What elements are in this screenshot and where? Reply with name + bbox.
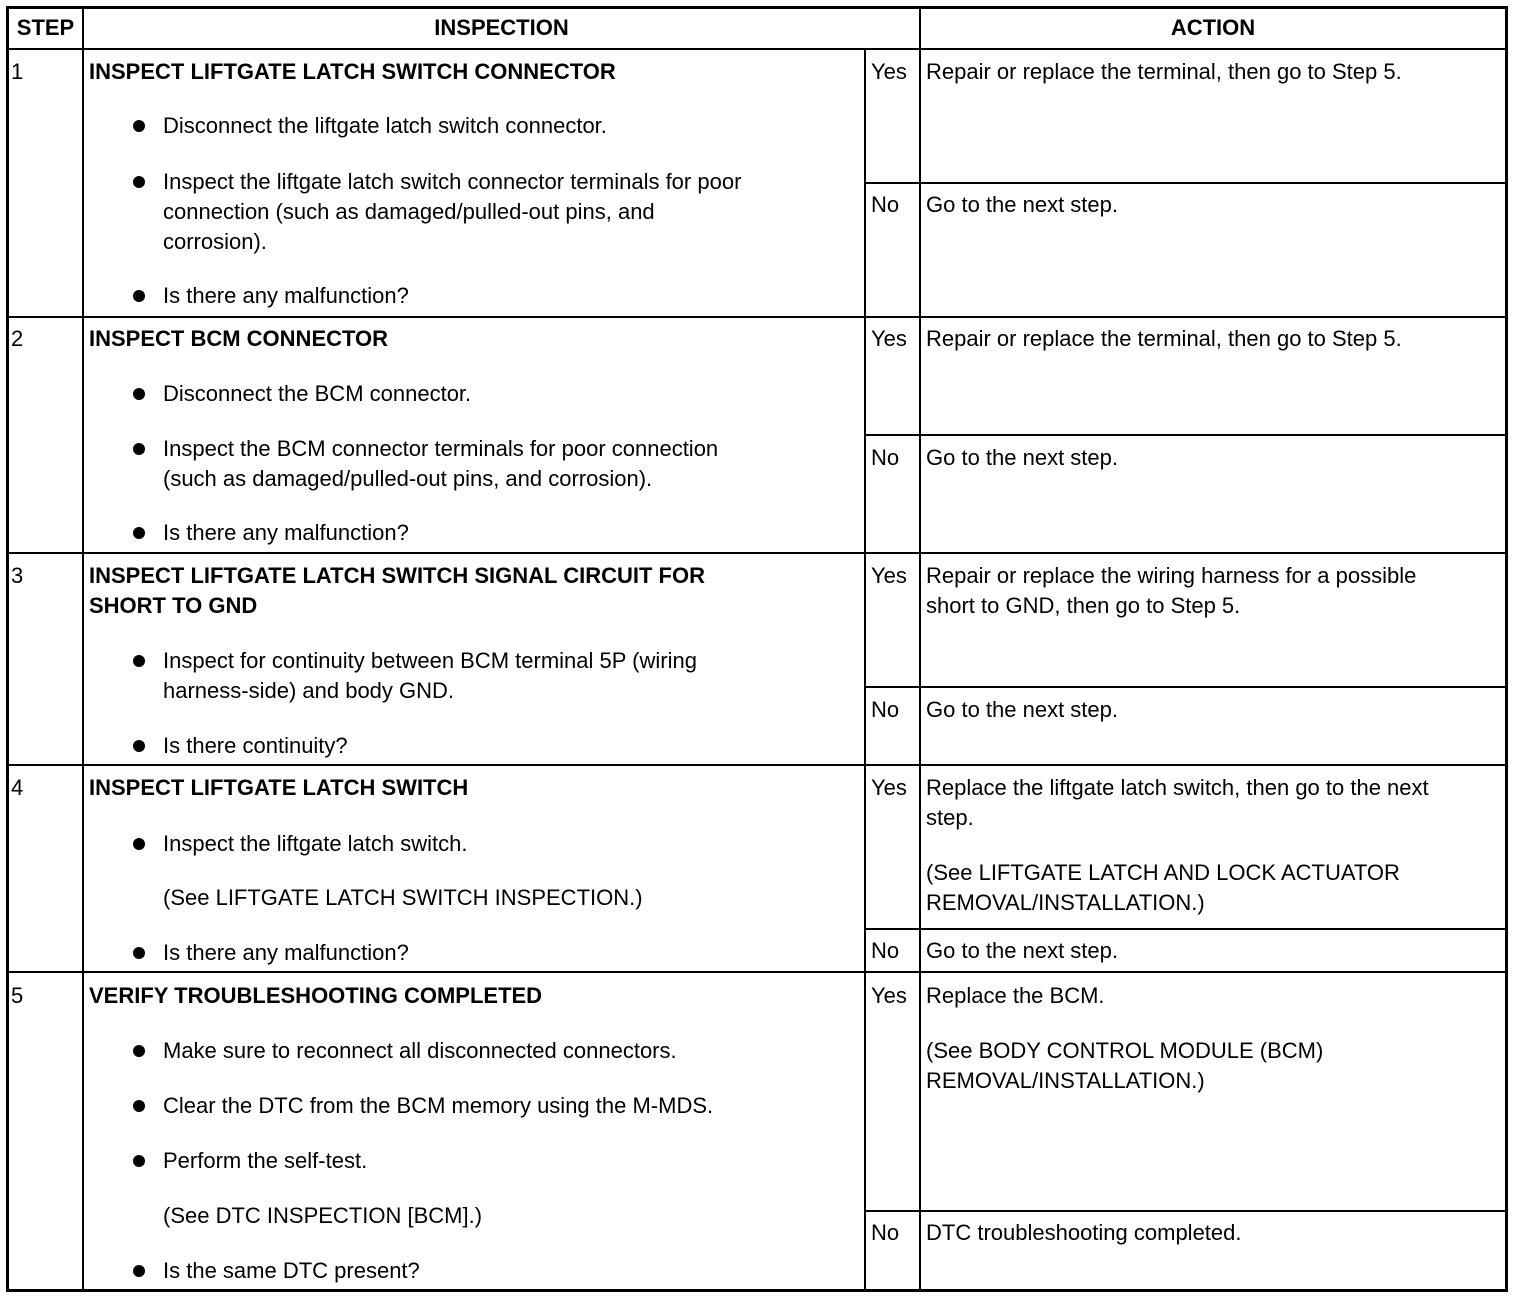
yes-no-divider	[865, 1210, 1508, 1212]
inspection-item: connection (such as damaged/pulled-out pins, and	[163, 199, 655, 224]
no-action: DTC troubleshooting completed.	[926, 1220, 1242, 1245]
inspection-item: Inspect the liftgate latch switch.	[163, 831, 468, 856]
inspection-item: Inspect for continuity between BCM terminal 5P (wiring	[163, 648, 697, 673]
row-divider	[6, 764, 1508, 766]
bullet-icon	[133, 290, 145, 302]
bullet-icon	[133, 176, 145, 188]
step-title: INSPECT LIFTGATE LATCH SWITCH SIGNAL CIRCUIT FOR	[89, 563, 705, 588]
yes-no-divider	[865, 182, 1508, 184]
no-label: No	[871, 938, 900, 963]
bullet-icon	[133, 1100, 145, 1112]
step-title: INSPECT BCM CONNECTOR	[89, 326, 389, 351]
no-action: Go to the next step.	[926, 938, 1119, 963]
inspection-action-rule	[919, 6, 921, 1292]
inspection-item: Disconnect the liftgate latch switch connector.	[163, 113, 607, 138]
inspection-item: Inspect the BCM connector terminals for poor connection	[163, 436, 719, 461]
inspection-item: Is the same DTC present?	[163, 1258, 420, 1283]
bullet-icon	[133, 838, 145, 850]
no-action: Go to the next step.	[926, 192, 1119, 217]
inspection-item: corrosion).	[163, 229, 267, 254]
yes-label: Yes	[871, 983, 907, 1008]
bullet-icon	[133, 443, 145, 455]
step-number: 3	[11, 563, 24, 588]
step-title: VERIFY TROUBLESHOOTING COMPLETED	[89, 983, 543, 1008]
bullet-icon	[133, 1155, 145, 1167]
bullet-icon	[133, 1265, 145, 1277]
no-action: Go to the next step.	[926, 697, 1119, 722]
step-number: 4	[11, 775, 24, 800]
step-number: 1	[11, 59, 24, 84]
yes-no-divider	[865, 928, 1508, 930]
no-label: No	[871, 445, 900, 470]
yes-action: Repair or replace the terminal, then go to Step 5.	[926, 326, 1402, 351]
inspection-item: Make sure to reconnect all disconnected connectors.	[163, 1038, 677, 1063]
header-rule	[6, 48, 1508, 50]
yes-action: Replace the BCM.	[926, 983, 1105, 1008]
yes-action: (See BODY CONTROL MODULE (BCM)	[926, 1038, 1324, 1063]
no-label: No	[871, 1220, 900, 1245]
inspection-item: (See DTC INSPECTION [BCM].)	[163, 1203, 483, 1228]
inspection-item: Is there any malfunction?	[163, 520, 409, 545]
row-divider	[6, 316, 1508, 318]
yes-action: short to GND, then go to Step 5.	[926, 593, 1241, 618]
step-title: INSPECT LIFTGATE LATCH SWITCH	[89, 775, 469, 800]
step-title: INSPECT LIFTGATE LATCH SWITCH CONNECTOR	[89, 59, 616, 84]
yes-action: Repair or replace the wiring harness for a possible	[926, 563, 1417, 588]
bullet-icon	[133, 740, 145, 752]
inspection-item: Is there any malfunction?	[163, 283, 409, 308]
yesno-column-rule	[864, 48, 866, 1292]
no-label: No	[871, 697, 900, 722]
bullet-icon	[133, 655, 145, 667]
header-action: ACTION	[1170, 15, 1256, 40]
yes-no-divider	[865, 434, 1508, 436]
inspection-item: Is there continuity?	[163, 733, 348, 758]
yes-action: REMOVAL/INSTALLATION.)	[926, 890, 1205, 915]
row-divider	[6, 971, 1508, 973]
bullet-icon	[133, 388, 145, 400]
bullet-icon	[133, 527, 145, 539]
yes-no-divider	[865, 686, 1508, 688]
inspection-item: Inspect the liftgate latch switch connector terminals for poor	[163, 169, 742, 194]
yes-action: REMOVAL/INSTALLATION.)	[926, 1068, 1205, 1093]
yes-label: Yes	[871, 59, 907, 84]
bullet-icon	[133, 120, 145, 132]
step-number: 5	[11, 983, 24, 1008]
inspection-item: Perform the self-test.	[163, 1148, 368, 1173]
inspection-item: Clear the DTC from the BCM memory using the M-MDS.	[163, 1093, 714, 1118]
yes-action: step.	[926, 805, 974, 830]
header-inspection: INSPECTION	[434, 15, 569, 40]
step-column-rule	[82, 6, 84, 1292]
inspection-item: Is there any malfunction?	[163, 940, 409, 965]
inspection-item: (such as damaged/pulled-out pins, and corrosion).	[163, 466, 653, 491]
yes-label: Yes	[871, 326, 907, 351]
inspection-item: harness-side) and body GND.	[163, 678, 455, 703]
yes-label: Yes	[871, 563, 907, 588]
no-label: No	[871, 192, 900, 217]
no-action: Go to the next step.	[926, 445, 1119, 470]
bullet-icon	[133, 1045, 145, 1057]
yes-label: Yes	[871, 775, 907, 800]
header-step: STEP	[16, 15, 75, 40]
inspection-item: Disconnect the BCM connector.	[163, 381, 472, 406]
row-divider	[6, 552, 1508, 554]
yes-action: Repair or replace the terminal, then go to Step 5.	[926, 59, 1402, 84]
bullet-icon	[133, 947, 145, 959]
yes-action: Replace the liftgate latch switch, then go to the next	[926, 775, 1429, 800]
yes-action: (See LIFTGATE LATCH AND LOCK ACTUATOR	[926, 860, 1400, 885]
step-number: 2	[11, 326, 24, 351]
inspection-item: (See LIFTGATE LATCH SWITCH INSPECTION.)	[163, 885, 643, 910]
step-title: SHORT TO GND	[89, 593, 258, 618]
